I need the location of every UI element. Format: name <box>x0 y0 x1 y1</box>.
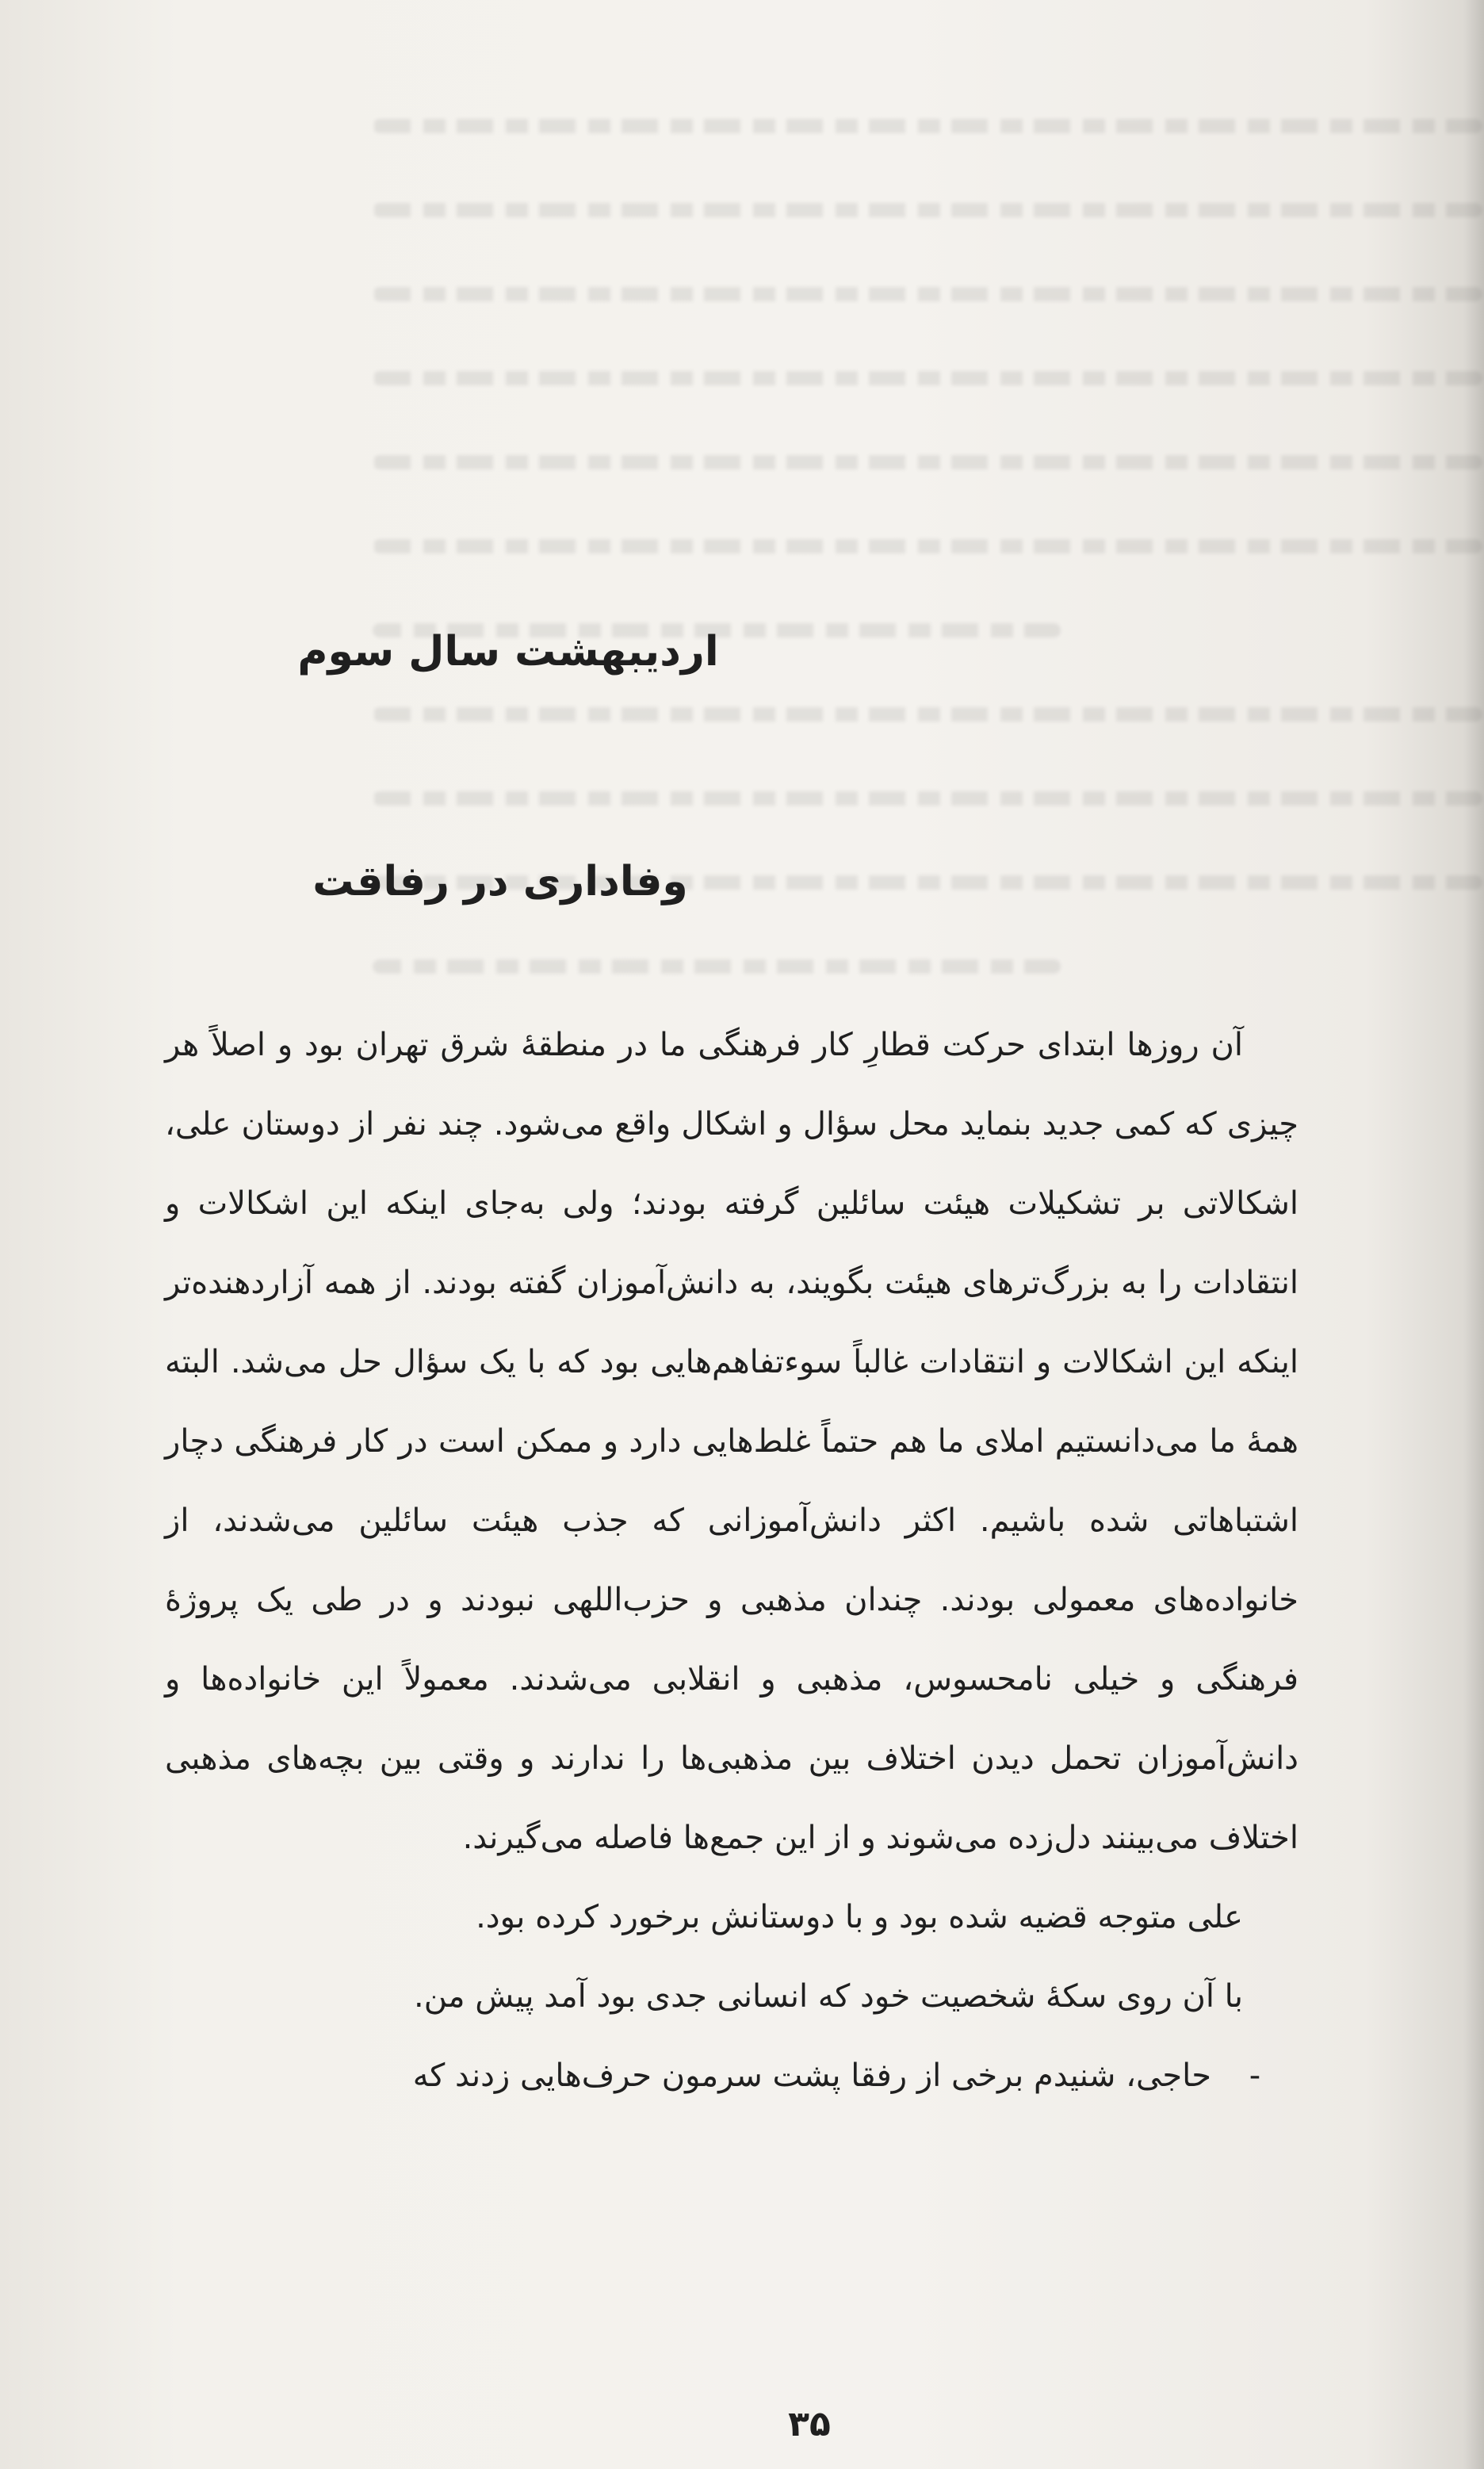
page-number: ۳۵ <box>788 2404 831 2444</box>
dialogue-dash: - <box>1249 2058 1261 2094</box>
chapter-title: اردیبهشت سال سوم <box>297 628 719 676</box>
body-text <box>165 1005 1298 2115</box>
dialogue-text: حاجی، شنیدم برخی از رفقا پشت سرمون حرف‌هایی زدند که <box>412 2058 1211 2094</box>
paragraph: علی متوجه قضیه شده بود و با دوستانش برخورد کرده بود. <box>476 1899 1243 1935</box>
section-title: وفاداری در رفاقت <box>312 858 688 905</box>
paragraph: با آن روی سکهٔ شخصیت خود که انسانی جدی بود آمد پیش من. <box>414 1978 1243 2015</box>
paragraph: آن روزها ابتدای حرکت قطارِ کار فرهنگی ما در منطقهٔ شرق تهران بود و اصلاً هر چیزی که کمی جدید بنماید محل سؤال و اشکال واقع می‌شود. چند نفر از دوستان علی، اشکالاتی بر تشکیلات هیئت سائلین گرفته بودند؛ ولی به‌جای اینکه این اشکالات و انتقادات را به بزرگ‌ترهای هیئت بگویند، به دانش‌آموزان گفته بودند. از همه آزاردهنده‌تر اینکه این اشکالات و انتقادات غالباً سوءتفاهم‌هایی بود که با یک سؤال حل می‌شد. البته همهٔ ما می‌دانستیم املای ما هم حتماً غلط‌هایی دارد و ممکن است در کار فرهنگی دچار اشتباهاتی شده باشیم. اکثر دانش‌آموزانی که جذب هیئت سائلین می‌شدند، از خانواده‌های معمولی بودند. چندان مذهبی و حزب‌اللهی نبودند و در طی یک پروژهٔ فرهنگی و خیلی نامحسوس، مذهبی و انقلابی می‌شدند. معمولاً این خانواده‌ها و دانش‌آموزان تحمل دیدن اختلاف بین مذهبی‌ها را ندارند و وقتی بین بچه‌های مذهبی اختلاف می‌بینند دل‌زده می‌شوند و از این جمع‌ها فاصله می‌گیرند. <box>165 1027 1298 1856</box>
page-edge-shadow <box>1463 0 1484 2469</box>
dialogue-line <box>165 2036 1298 2115</box>
bleed-through-text <box>373 119 1482 1070</box>
